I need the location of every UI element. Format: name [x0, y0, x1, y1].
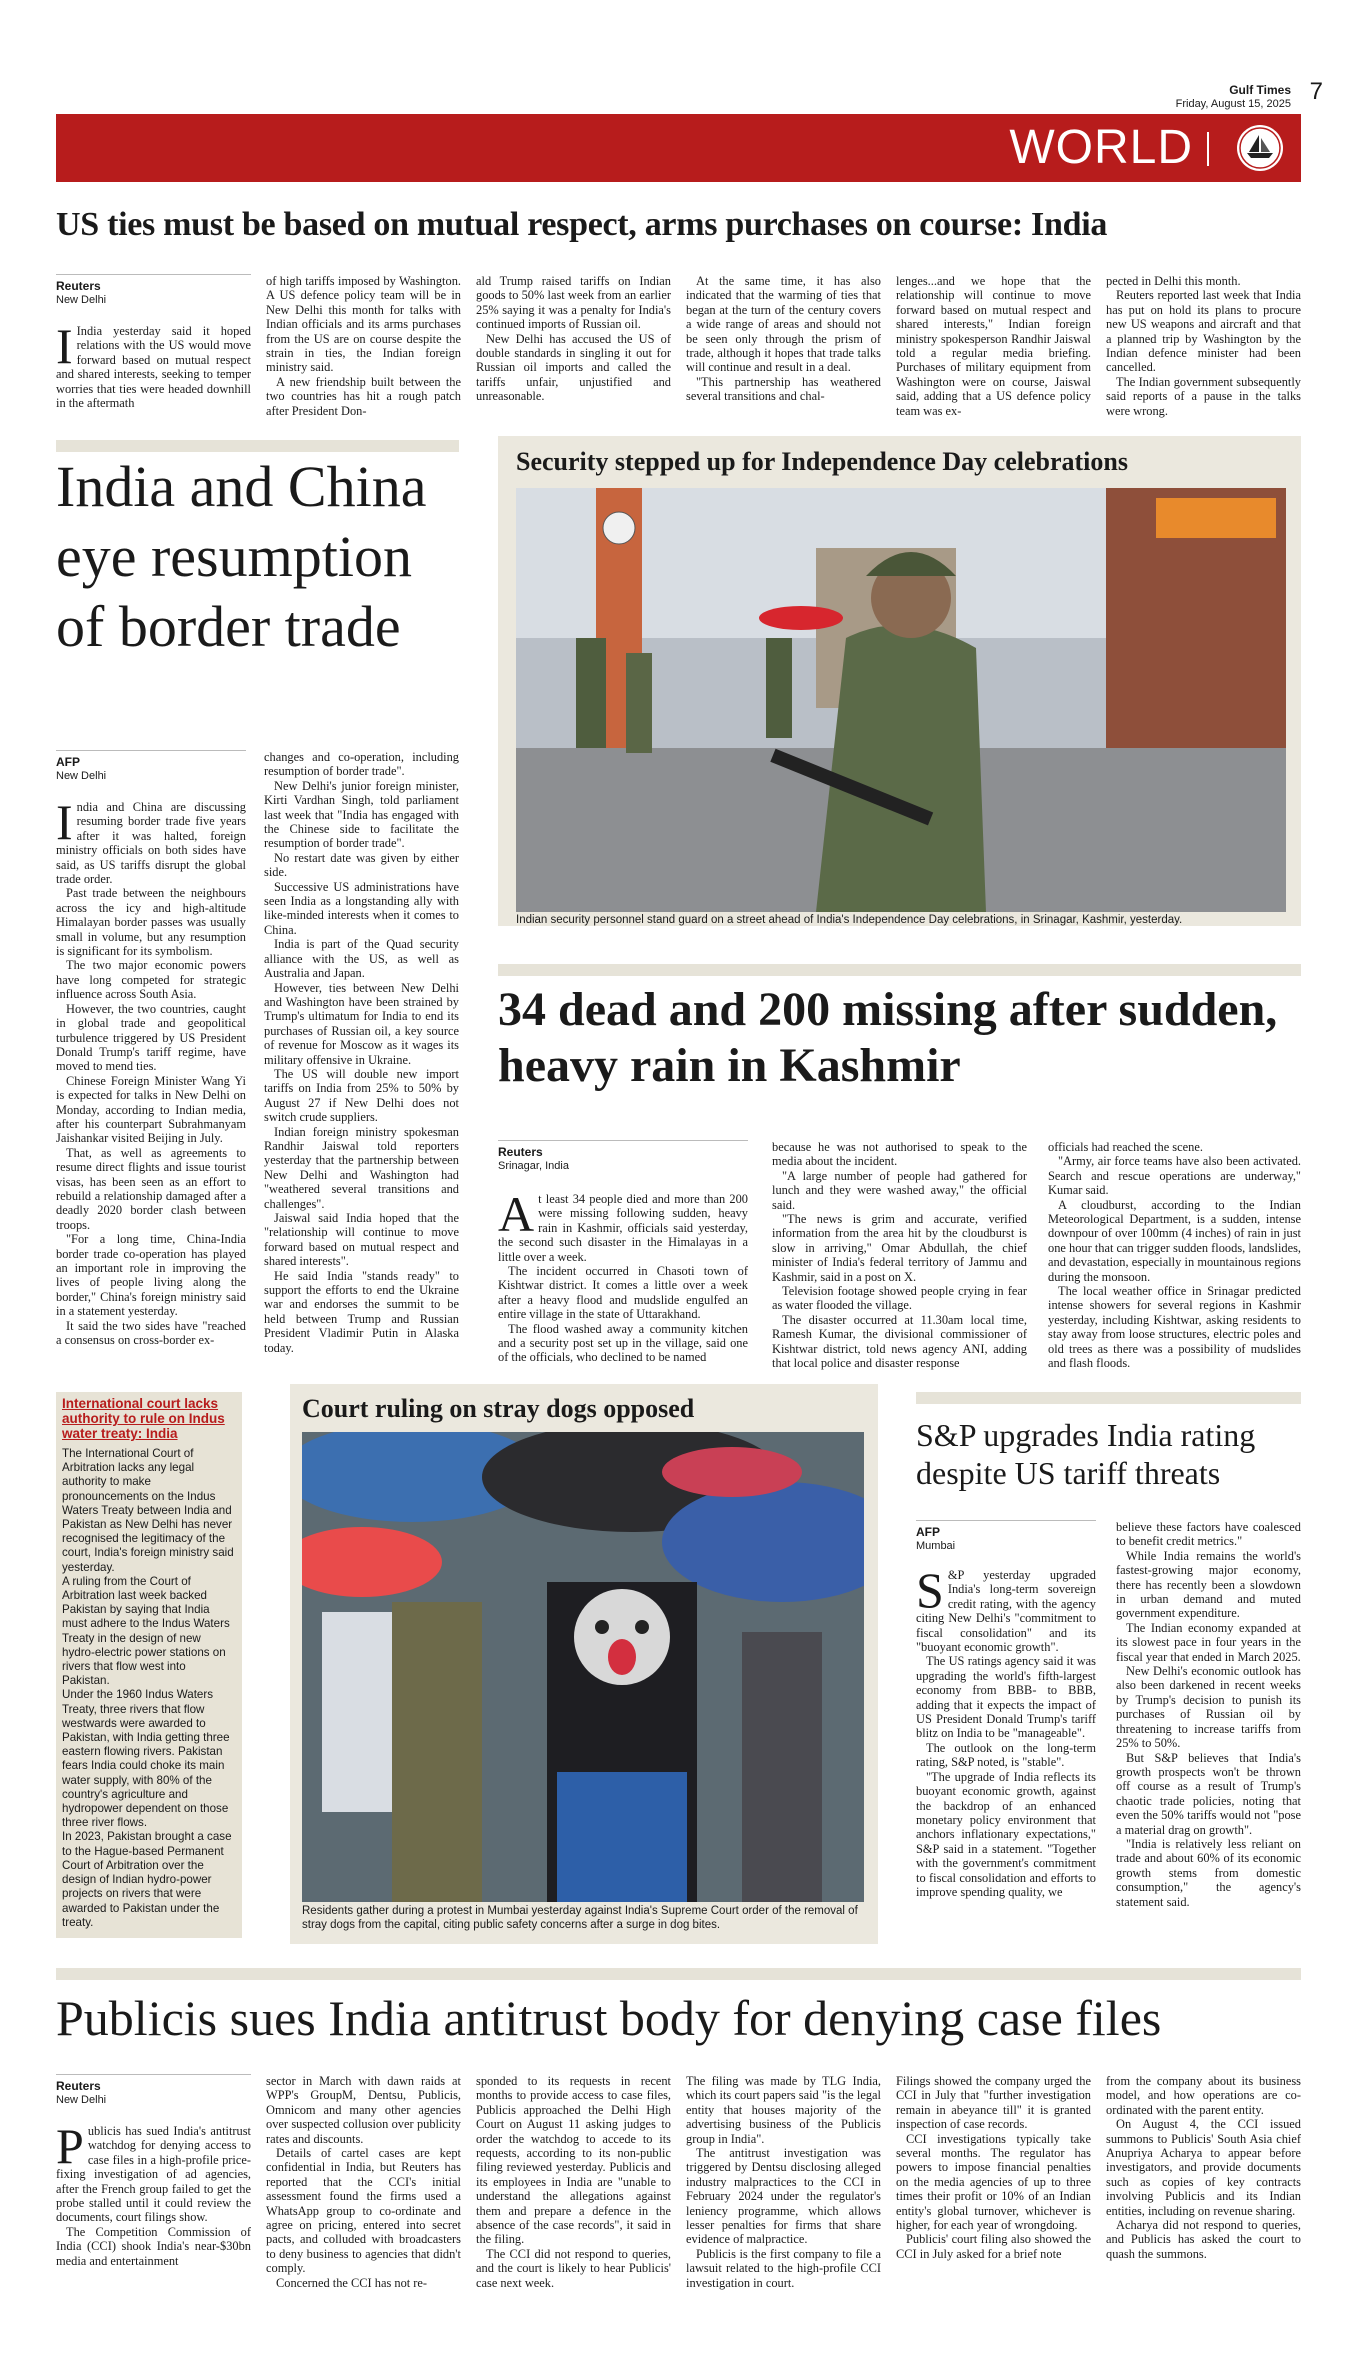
paragraph: While India remains the world's fastest-growing major economy, there has recently been a slowdown in urban demand and muted government expenditure. [1116, 1548, 1301, 1621]
paragraph: The US will double new import tariffs on India from 25% to 50% by August 27 if New Delhi does not switch crude suppliers. [264, 1066, 459, 1125]
paragraph: Acharya did not respond to queries, and Publicis has asked the court to quash the summons. [1106, 2218, 1301, 2261]
publicis-col-5 [896, 2074, 1091, 2261]
kashmir-col-3 [1048, 1140, 1301, 1371]
sp-col-1 [916, 1562, 1096, 1899]
publicis-headline: Publicis sues India antitrust body for denying case files [56, 1990, 1162, 2046]
paragraph: from the company about its business model, and how operations are co-ordinated with the parent entity. [1106, 2074, 1301, 2117]
paragraph: The outlook on the long-term rating, S&P noted, is "stable". [916, 1740, 1096, 1770]
kashmir-byline [498, 1140, 748, 1173]
paragraph: because he was not authorised to speak to the media about the incident. [772, 1140, 1027, 1169]
dateline: Srinagar, India [498, 1160, 569, 1172]
us-ties-col-6: pected in Delhi this month. Reuters reported last week that India has put on hold its plans to procure new US weapons and aircraft and that a planned trip by Washington by the Indian defence minister had been cancelled. The Indian government subsequently said reports of a pause in the talks were wrong. [1106, 274, 1301, 418]
agency-name: Reuters [498, 1145, 543, 1159]
dogs-photo-headline: Court ruling on stray dogs opposed [302, 1394, 695, 1423]
dateline: New Delhi [56, 2094, 107, 2106]
agency-name: Reuters [56, 279, 101, 293]
paragraph: The disaster occurred at 11.30am local time, Ramesh Kumar, the divisional commissioner of Kishtwar district, told news agency ANI, adding that local police and disaster response [772, 1312, 1027, 1371]
paragraph: The CCI did not respond to queries, and the court is likely to hear Publicis' case next week. [476, 2246, 671, 2290]
indus-sidebar-body [62, 1447, 236, 1930]
paragraph: New Delhi's economic outlook has also been darkened in recent weeks by Trump's decision to punish its purchases of Russian oil by threatening to increase tariffs from 25% to 50%. [1116, 1664, 1301, 1751]
dateline: Mumbai [916, 1540, 956, 1552]
paragraph: The incident occurred in Chasoti town of Kishtwar district. It comes a little over a week after a heavy flood and mudslide engulfed an entire village in the state of Uttarakhand. [498, 1264, 748, 1322]
paragraph: Past trade between the neighbours across the icy and high-altitude Himalayan border passes was usually small in volume, but any resumption is significant for its symbolism. [56, 886, 246, 959]
security-photo-headline: Security stepped up for Independence Day celebrations [516, 447, 1128, 476]
paragraph: Details of cartel cases are kept confidential in India, but Reuters has reported that the CCI's initial assessment found the firms used a WhatsApp group to co-ordinate and agree on pricing, entered into secret pacts, and colluded with broadcasters to deny business to agencies that didn't comply. [266, 2146, 461, 2276]
section-divider [1207, 132, 1209, 166]
publicis-story-bar [56, 1968, 1301, 1980]
paragraph: New Delhi's junior foreign minister, Kirti Vardhan Singh, told parliament last week that "India has engaged with the Chinese side to facilitate the resumption of border trade". [264, 778, 459, 851]
publicis-col-1 [56, 2118, 251, 2268]
kashmir-col-2 [772, 1140, 1027, 1371]
paragraph: That, as well as agreements to resume direct flights and issue tourist visas, has been seen as an effort to rebuild a relationship damaged after a deadly 2020 border clash between troops. [56, 1145, 246, 1232]
agency-name: Reuters [56, 2079, 101, 2093]
paragraph: Indian foreign ministry spokesman Randhir Jaiswal told reporters yesterday that the partnership between New Delhi and Washington had "weathered several transitions and challenges". [264, 1124, 459, 1211]
paragraph: A ruling from the Court of Arbitration last week backed Pakistan by saying that India must adhere to the Indus Waters Treaty in the design of new hydro-electric power stations on rivers that flow west into Pakistan. [62, 1574, 230, 1688]
paragraph: CCI investigations typically take several months. The regulator has powers to impose financial penalties on the media agencies of up to three times their profit or 10% of an Indian entity's global turnover, whichever is higher, for each year of wrongdoing. [896, 2131, 1091, 2233]
paragraph: Publicis is the first company to file a lawsuit related to the high-profile CCI investigation in court. [686, 2246, 881, 2290]
sp-byline [916, 1520, 1096, 1553]
publicis-col-3 [476, 2074, 671, 2290]
section-title: WORLD [1009, 121, 1193, 174]
sp-col-2 [1116, 1520, 1301, 1909]
issue-date: Friday, August 15, 2025 [1175, 98, 1291, 110]
us-ties-byline [56, 274, 251, 307]
kashmir-story-bar [498, 964, 1301, 976]
kashmir-col-1 [498, 1186, 748, 1365]
paragraph: The flood washed away a community kitchen and a security post set up in the village, said one of the officials, who declined to be named [498, 1321, 748, 1365]
page-number: 7 [1309, 78, 1323, 105]
paragraph: "A large number of people had gathered for lunch and they were washed away," the official said. [772, 1168, 1027, 1212]
paragraph: "The upgrade of India reflects its buoyant economic growth, against the backdrop of an enhanced monetary policy environment that anchors inflationary expectations," S&P said in a statement. "Together with the government's commitment to fiscal consolidation and efforts to improve spending quality, we [916, 1769, 1096, 1899]
paragraph: S &P yesterday upgraded India's long-term sovereign credit rating, with the agency citing New Delhi's "commitment to fiscal consolidation" and its "buoyant economic growth". [916, 1562, 1096, 1655]
dogs-photo-caption: Residents gather during a protest in Mumbai yesterday against India's Supreme Court order of the removal of stray dogs from the capital, citing public safety concerns after a surge in dog bites. [302, 1905, 858, 1931]
paragraph: changes and co-operation, including resumption of border trade". [264, 750, 459, 779]
paragraph: The filing was made by TLG India, which its court papers said "is the legal entity that houses majority of the advertising business of the Publicis group in India". [686, 2074, 881, 2146]
paragraph: However, the two countries, caught in global trade and geopolitical turbulence triggered by US President Donald Trump's tariff regime, have moved to mend ties. [56, 1001, 246, 1074]
security-photo [516, 488, 1286, 912]
paragraph: The local weather office in Srinagar predicted intense showers for several regions in Kashmir yesterday, including Kishtwar, asking residents to stay away from loose structures, electric poles and old trees as there was a possibility of mudslides and flash floods. [1048, 1284, 1301, 1371]
paragraph: "India is relatively less reliant on trade and about 60% of its economic growth stems from domestic consumption," the agency's statement said. [1116, 1836, 1301, 1909]
us-ties-col-3: ald Trump raised tariffs on Indian goods to 50% last week from an earlier 25% saying it was a penalty for India's continued imports of Russian oil. New Delhi has accused the US of double standards in singling it out for Russian oil imports and called the tariffs unfair, unjustified and unreasonable. [476, 274, 671, 404]
paragraph: At least 34 people died and more than 200 were missing following sudden, heavy rain in Kashmir, officials said yesterday, the second such disaster in the Himalayas in a little over a week. [498, 1186, 748, 1264]
china-byline [56, 750, 246, 783]
china-col-2 [264, 750, 459, 1355]
agency-name: AFP [916, 1525, 940, 1539]
sp-story-bar [916, 1392, 1301, 1404]
dateline: New Delhi [56, 294, 107, 306]
paragraph: The Competition Commission of India (CCI) shook India's near-$30bn media and entertainment [56, 2224, 251, 2268]
sp-headline: S&P upgrades India rating despite US tariff threats [916, 1417, 1256, 1491]
us-ties-col-2: of high tariffs imposed by Washington. A US defence policy team will be in New Delhi this month for talks with Indian officials and its arms purchases from the US are on course despite the strain in ties, the Indian foreign ministry said. A new friendship built between the two countries has hit a rough patch after President Don- [266, 274, 461, 418]
publicis-byline [56, 2074, 251, 2107]
ship-logo-icon [1237, 125, 1283, 171]
paragraph: "For a long time, China-India border trade co-operation has played an important role in improving the lives of people living along the border," China's foreign ministry said in a statement yesterday. [56, 1232, 246, 1319]
paragraph: On August 4, the CCI issued summons to Publicis' South Asia chief Anupriya Acharya to appear before investigators, and provide documents such as copies of key contracts involving Publicis and its Indian entities, including on revenue sharing. [1106, 2117, 1301, 2218]
dogs-photo [302, 1432, 864, 1902]
paragraph: A cloudburst, according to the Indian Meteorological Department, is a sudden, intense downpour of over 100mm (4 inches) of rain in just one hour that can trigger sudden floods, landslides, and devastation, especially in mountainous regions during the monsoon. [1048, 1197, 1301, 1284]
paragraph: The US ratings agency said it was upgrading the world's fifth-largest economy from BBB- to BBB, adding that it expects the impact of US President Donald Trump's tariff blitz on India to be "manageable". [916, 1654, 1096, 1741]
china-col-1 [56, 794, 246, 1348]
paragraph: "Army, air force teams have also been activated. Search and rescue operations are underway," Kumar said. [1048, 1154, 1301, 1198]
paragraph: The antitrust investigation was triggered by Dentsu disclosing alleged industry malpractices to the CCI in February 2024 under the regulator's leniency programme, which allows lesser penalties for firms that share evidence of malpractice. [686, 2146, 881, 2247]
paragraph: However, ties between New Delhi and Washington have been strained by Trump's ultimatum for India to end its purchases of Russian oil, a key source of revenue for Moscow as it wages its military offensive in Ukraine. [264, 980, 459, 1067]
section-band [56, 114, 1301, 182]
paragraph: India and China are discussing resuming border trade five years after it was halted, foreign ministry officials on both sides have said, as US tariffs disrupt the global trade order. [56, 794, 246, 887]
paragraph: Publicis' court filing also showed the CCI in July asked for a brief note [896, 2232, 1091, 2261]
paragraph: sector in March with dawn raids at WPP's GroupM, Dentsu, Publicis, Omnicom and many other agencies over suspected collusion over publicity rates and discounts. [266, 2074, 461, 2146]
masthead-info [1176, 84, 1291, 111]
paragraph: Chinese Foreign Minister Wang Yi is expected for talks in New Delhi on Monday, according to Indian media, after his counterpart Subrahmanyam Jaishankar visited Beijing in July. [56, 1073, 246, 1146]
china-headline: India and China eye resumption of border trade [56, 454, 427, 659]
kashmir-headline: 34 dead and 200 missing after sudden, heavy rain in Kashmir [498, 983, 1278, 1092]
paragraph: The two major economic powers have long competed for strategic influence across South Asia. [56, 958, 246, 1002]
paragraph: He said India "stands ready" to support the efforts to end the Ukraine war and endorses the summit to be held between Trump and Russian President Vladimir Putin in Alaska today. [264, 1268, 459, 1355]
us-ties-col-4: At the same time, it has also indicated that the warming of ties that began at the turn of the century covers a wide range of areas and should not be seen only through the prism of trade, although it hopes that trade talks will continue and result in a deal. "This partnership has weathered several transitions and chal- [686, 274, 881, 404]
paragraph: "The news is grim and accurate, verified information from the area hit by the cloudburst is slow in arriving," Omar Abdullah, the chief minister of India's federal territory of Jammu and Kashmir, said in a post on X. [772, 1212, 1027, 1284]
us-ties-col-5: lenges...and we hope that the relationship will continue to move forward based on mutual respect and shared interests," Indian foreign ministry spokesperson Randhir Jaiswal told a regular media briefing. Purchases of military equipment from Washington were on course, Jaiswal said, adding that a US defence policy team was ex- [896, 274, 1091, 418]
us-ties-headline: US ties must be based on mutual respect, arms purchases on course: India [56, 206, 1108, 243]
us-ties-col-1: I India yesterday said it hoped relations with the US would move forward based on mutual respect and shared interests, seeking to temper worries that ties were headed downhill in the aftermath [56, 318, 251, 411]
publicis-col-2 [266, 2074, 461, 2290]
indus-sidebar-headline: International court lacks authority to rule on Indus water treaty: India [62, 1396, 225, 1441]
paragraph: India is part of the Quad security alliance with the US, as well as Australia and Japan. [264, 937, 459, 981]
paragraph: No restart date was given by either side. [264, 850, 459, 880]
paragraph: believe these factors have coalesced to benefit credit metrics." [1116, 1520, 1301, 1549]
paragraph: The Indian economy expanded at its slowest pace in four years in the fiscal year that ended in March 2025. [1116, 1620, 1301, 1664]
agency-name: AFP [56, 755, 80, 769]
paragraph: Concerned the CCI has not re- [276, 2275, 428, 2290]
paragraph: But S&P believes that India's growth prospects won't be thrown off course as a result of Trump's chaotic trade policies, noting that even the 50% tariffs would not "pose a material drag on growth". [1116, 1750, 1301, 1837]
paragraph: In 2023, Pakistan brought a case to the Hague-based Permanent Court of Arbitration over the design of Indian hydro-power projects on rivers that were awarded to Pakistan under the treaty. [62, 1830, 232, 1929]
paragraph: Filings showed the company urged the CCI in July that "further investigation remain in abeyance till" it is granted inspection of case records. [896, 2074, 1091, 2132]
publicis-col-4 [686, 2074, 881, 2290]
indus-sidebar [56, 1392, 242, 1938]
publicis-col-6 [1106, 2074, 1301, 2261]
security-photo-caption: Indian security personnel stand guard on a street ahead of India's Independence Day celebrations, in Srinagar, Kashmir, yesterday. [516, 914, 1183, 926]
paragraph: sponded to its requests in recent months to provide access to case files, Publicis approached the Delhi High Court on August 11 asking judges to order the watchdog to accede to its requests, according to its non-public filing reviewed yesterday. Publicis and its employees in India are "unable to understand the allegations against them and prepare a defence in the absence of the case records", it said in the filing. [476, 2074, 671, 2247]
dateline: New Delhi [56, 770, 107, 782]
paper-name: Gulf Times [1229, 83, 1291, 97]
paragraph: Jaiswal said India hoped that the "relationship will continue to move forward based on mutual respect and shared interests". [264, 1211, 459, 1269]
paragraph: Under the 1960 Indus Waters Treaty, three rivers that flow westwards were awarded to Pakistan, with India getting three eastern flowing rivers. Pakistan fears India could choke its main water supply, with 80% of the country's agriculture and hydropower dependent on those three river flows. [62, 1688, 230, 1830]
paragraph: Television footage showed people crying in fear as water flooded the village. [772, 1284, 1027, 1313]
paragraph: officials had reached the scene. [1048, 1140, 1203, 1154]
paragraph: Successive US administrations have seen India as a longstanding ally with like-minded interests when it comes to China. [264, 879, 459, 937]
paragraph: It said the two sides have "reached a consensus on cross-border ex- [56, 1318, 246, 1348]
paragraph: Publicis has sued India's antitrust watchdog for denying access to case files in a high-profile price-fixing investigation of ad agencies, after the French group failed to get the probe stalled until it could review the documents, court filings show. [56, 2118, 251, 2225]
china-story-bar [56, 440, 459, 452]
paragraph: The International Court of Arbitration lacks any legal authority to make pronouncements on the Indus Waters Treaty between India and Pakistan as New Delhi has never recognised the legitimacy of the court, India's foreign ministry said yesterday. [62, 1447, 234, 1574]
